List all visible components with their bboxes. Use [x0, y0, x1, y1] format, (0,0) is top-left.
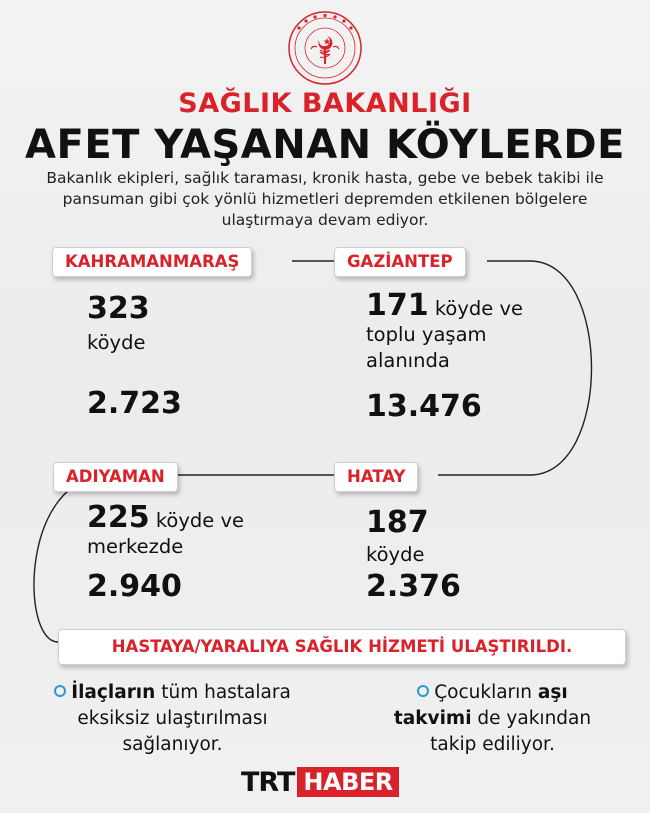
note-medicines-bold: İlaçların — [71, 682, 156, 703]
brand-trt: TRT — [241, 766, 295, 798]
bullet-circle-icon — [417, 685, 429, 697]
intro-text: Bakanlık ekipleri, sağlık taraması, kronik hasta, gebe ve bebek takibi ile pansuman gibi çok yönlü hizmetleri depremden etkilenen bölgelere ulaştırmaya devam ediyor. — [46, 169, 604, 229]
adiyaman-desc-inline: köyde ve — [155, 509, 245, 532]
note-medicines-rest: tüm hastalara — [155, 682, 291, 703]
tag-kahramanmaras: KAHRAMANMARAŞ — [52, 247, 252, 277]
gaziantep-desc-inline: köyde ve — [434, 297, 524, 320]
org-title: SAĞLIK BAKANLIĞI — [178, 88, 472, 119]
gaziantep-desc-line2: alanında — [366, 349, 450, 372]
tag-hatay: HATAY — [334, 462, 418, 492]
hatay-desc: köyde — [366, 543, 425, 566]
adiyaman-total: 2.940 — [87, 569, 182, 604]
tag-adiyaman: ADIYAMAN — [53, 462, 178, 492]
kahramanmaras-count: 323 — [87, 291, 150, 326]
hatay-count: 187 — [366, 505, 429, 540]
page-headline: AFET YAŞANAN KÖYLERDE — [25, 122, 625, 168]
kahramanmaras-desc: köyde — [87, 331, 146, 354]
gaziantep-count: 171 — [366, 288, 429, 323]
adiyaman-count: 225 — [87, 500, 150, 535]
note-vaccines-pre: Çocukların — [434, 682, 538, 703]
gaziantep-desc — [366, 288, 524, 374]
bullet-circle-icon — [54, 685, 66, 697]
adiyaman-desc-line: merkezde — [87, 535, 184, 558]
kahramanmaras-total: 2.723 — [87, 386, 182, 421]
note-vaccines — [365, 680, 620, 758]
note-medicines-line2: eksiksiz ulaştırılması — [77, 708, 268, 729]
service-banner: HASTAYA/YARALIYA SAĞLIK HİZMETİ ULAŞTIRILDI. — [58, 629, 626, 665]
note-medicines-line3: sağlanıyor. — [122, 734, 223, 755]
adiyaman-desc — [87, 500, 245, 560]
note-vaccines-bold2: takvimi — [393, 708, 472, 729]
hatay-total: 2.376 — [366, 569, 461, 604]
gaziantep-desc-line1: toplu yaşam — [366, 323, 487, 346]
brand-haber: HABER — [297, 767, 398, 797]
note-medicines — [30, 680, 315, 758]
gaziantep-total: 13.476 — [366, 389, 482, 424]
note-vaccines-rest: de yakından — [471, 708, 592, 729]
note-vaccines-bold1: aşı — [537, 682, 568, 703]
trt-haber-logo — [241, 767, 399, 797]
tag-gaziantep: GAZİANTEP — [334, 247, 466, 277]
note-vaccines-line3: takip ediliyor. — [430, 734, 555, 755]
